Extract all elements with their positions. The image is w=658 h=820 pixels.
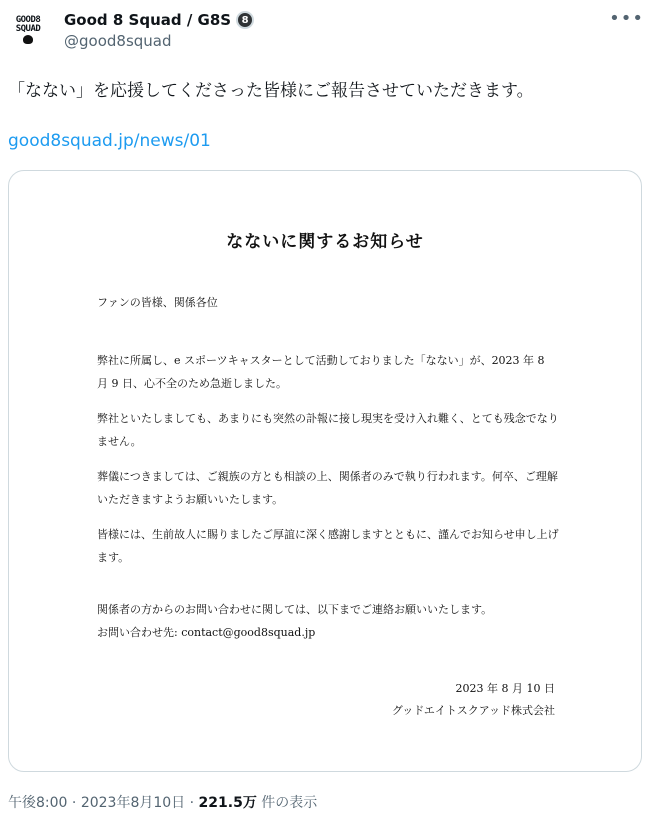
notice-greeting: ファンの皆様、関係各位 — [97, 296, 218, 309]
more-options-icon[interactable]: ••• — [609, 8, 644, 29]
affiliate-badge-icon[interactable]: 8 — [236, 11, 254, 29]
attached-image[interactable] — [8, 170, 642, 772]
tweet-meta — [8, 792, 317, 812]
display-name[interactable]: Good 8 Squad / G8S — [64, 11, 232, 29]
view-count-suffix: 件の表示 — [256, 795, 318, 811]
user-handle[interactable]: @good8squad — [64, 32, 172, 50]
avatar-text-bottom: SQUAD — [15, 24, 41, 34]
notice-contact-line-2: お問い合わせ先: contact@good8squad.jp — [97, 626, 316, 639]
notice-paragraph-2: 弊社といたしましても、あまりにも突然の訃報に接し現実を受け入れ難く、とても残念でなりません。 — [97, 412, 559, 448]
meta-separator: · — [67, 795, 81, 811]
notice-contact — [97, 598, 559, 644]
notice-paragraph-1: 弊社に所属し、e スポーツキャスターとして活動しておりました「なない」が、2023 年 8 月 9 日、心不全のため急逝しました。 — [97, 354, 545, 390]
notice-contact-line-1: 関係者の方からのお問い合わせに関しては、以下までご連絡お願いいたします。 — [97, 603, 493, 616]
notice-title: なないに関するお知らせ — [226, 232, 424, 252]
notice-date: 2023 年 8 月 10 日 — [455, 682, 555, 695]
meta-separator: · — [185, 795, 199, 811]
tweet-text: 「なない」を応援してくださった皆様にご報告させていただきます。 — [8, 81, 534, 101]
notice-company: グッドエイトスクアッド株式会社 — [391, 704, 555, 717]
notice-paragraph-3: 葬儀につきましては、ご親族の方とも相談の上、関係者のみで執り行われます。何卒、ご理解いただきますようお願いいたします。 — [97, 470, 558, 506]
tweet-link[interactable]: good8squad.jp/news/01 — [8, 131, 211, 151]
avatar-text-top: GOOD8 — [15, 15, 41, 25]
post-time[interactable]: 午後8:00 — [8, 795, 68, 811]
view-count: 221.5万 — [198, 795, 257, 811]
avatar[interactable] — [8, 10, 48, 50]
post-date[interactable]: 2023年8月10日 — [80, 795, 186, 811]
notice-paragraph-4: 皆様には、生前故人に賜りましたご厚誼に深く感謝しますとともに、謹んでお知らせ申し上げます。 — [97, 528, 559, 564]
author-name-row — [64, 10, 254, 30]
avatar-mascot-icon — [23, 35, 33, 44]
